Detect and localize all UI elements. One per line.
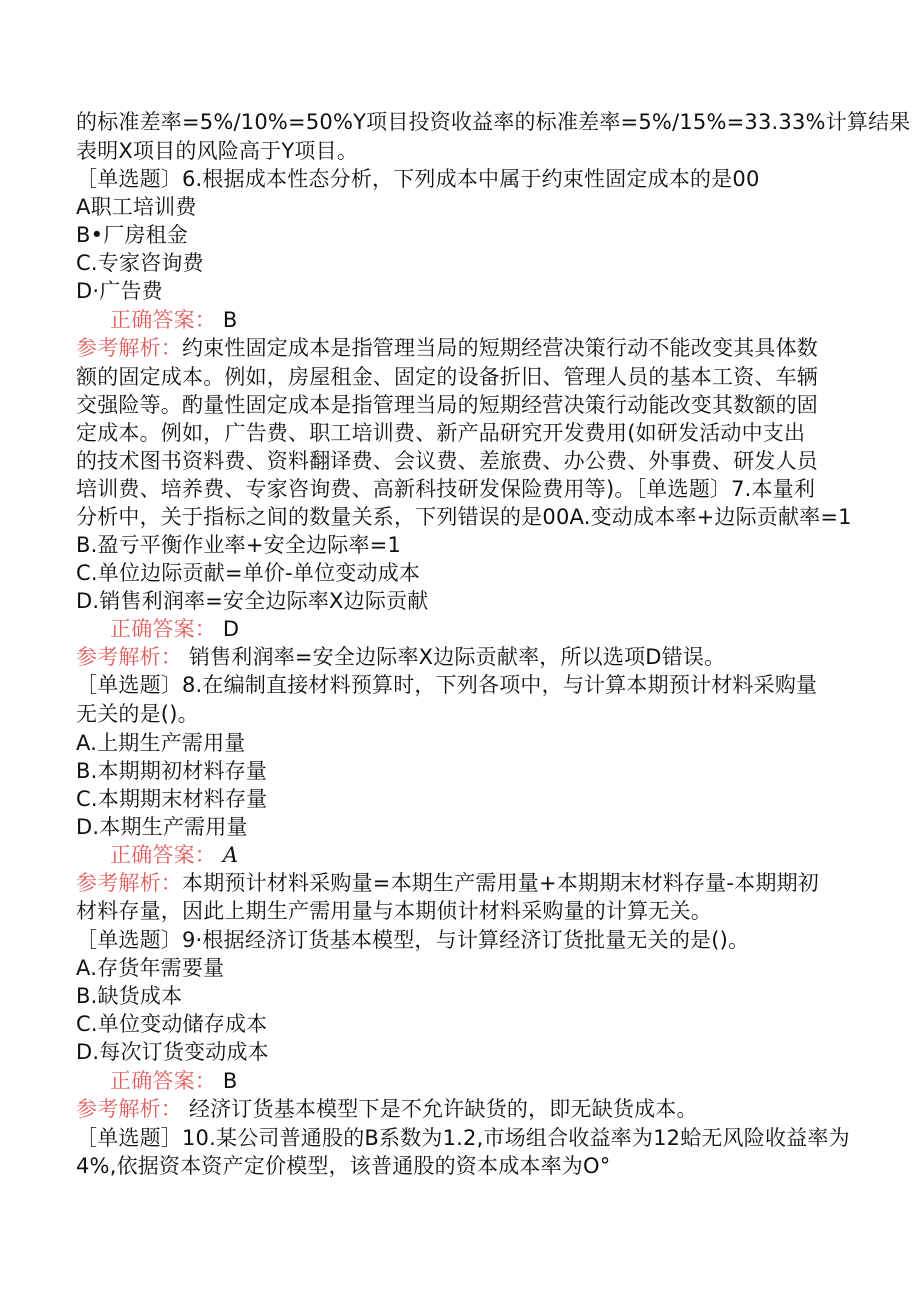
option-d: D.本期生产需用量 (76, 815, 248, 839)
answer-value: A (222, 843, 239, 867)
option-c: C.专家咨询费 (76, 251, 204, 275)
option-d: D.每次订货变动成本 (76, 1040, 269, 1064)
option-a: A职工培训费 (76, 195, 197, 219)
option-d: D.销售利润率=安全边际率X边际贡献 (76, 589, 429, 613)
option-c: C.本期期末材料存量 (76, 787, 268, 811)
explanation-label: 参考解析： (76, 1097, 182, 1121)
text-line: 定成本。例如，广告费、职工培训费、新产品研究开发费用(如研发活动中支出 (76, 421, 806, 445)
explanation-line (76, 1095, 698, 1123)
option-c: C.单位变动储存成本 (76, 1012, 268, 1036)
answer-value: B (222, 308, 238, 332)
option-c: C.单位边际贡献=单价-单位变动成本 (76, 561, 421, 585)
explanation-text: 销售利润率=安全边际率X边际贡献率，所以选项D错误。 (188, 645, 726, 669)
option-a: A.存货年需要量 (76, 956, 225, 980)
option-b: B.缺货成本 (76, 984, 183, 1008)
answer-line (110, 615, 239, 643)
explanation-line (76, 334, 818, 362)
text-line: 材料存量，因此上期生产需用量与本期侦计材料采购量的计算无关。 (76, 899, 712, 923)
answer-value: B (222, 1069, 238, 1093)
explanation-label: 参考解析： (76, 871, 182, 895)
option-d: D·广告费 (76, 279, 163, 303)
text-line: 的标准差率=5%/10%=50%Y项目投资收益率的标准差率=5%/15%=33.33%计算结果 (76, 110, 911, 134)
answer-label: 正确答案： (110, 308, 216, 332)
answer-value: D (222, 617, 240, 641)
option-b: B.盈亏平衡作业率+安全边际率=1 (76, 533, 402, 557)
text-line: 额的固定成本。例如，房屋租金、固定的设备折旧、管理人员的基本工资、车辆 (76, 365, 818, 389)
question-6-stem: ［单选题〕6.根据成本性态分析，下列成本中属于约束性固定成本的是00 (76, 167, 760, 191)
answer-label: 正确答案： (110, 617, 216, 641)
explanation-label: 参考解析： (76, 336, 182, 360)
answer-line (110, 841, 238, 869)
text-line: 培训费、培养费、专家咨询费、高新科技研发保险费用等)。［单选题〕7.本量利 (76, 477, 816, 501)
question-10-stem: ［单选题］10.某公司普通股的B系数为1.2,市场组合收益率为12蛤无风险收益率为 (76, 1126, 850, 1150)
answer-label: 正确答案： (110, 1069, 216, 1093)
question-9-stem: ［单选题〕9·根据经济订货基本模型，与计算经济订货批量无关的是()。 (76, 928, 750, 952)
text-line: 表明X项目的风险高于Y项目。 (76, 139, 359, 163)
explanation-line (76, 869, 819, 897)
explanation-text: 约束性固定成本是指管理当局的短期经营决策行动不能改变其具体数 (182, 336, 818, 360)
answer-line (110, 1067, 238, 1095)
text-line: 的技术图书资料费、资料翻译费、会议费、差旅费、办公费、外事费、研发人员 (76, 449, 818, 473)
text-line: 交强险等。酌量性固定成本是指管理当局的短期经营决策行动能改变其数额的固 (76, 393, 818, 417)
option-a: A.上期生产需用量 (76, 731, 246, 755)
question-8-stem: ［单选题〕8.在编制直接材料预算时，下列各项中，与计算本期预计材料采购量 (76, 673, 818, 697)
option-b: B.本期期初材料存量 (76, 759, 268, 783)
text-line: 无关的是()。 (76, 702, 199, 726)
explanation-text: 经济订货基本模型下是不允许缺货的，即无缺货成本。 (188, 1097, 698, 1121)
explanation-line (76, 643, 725, 671)
answer-line (110, 306, 238, 334)
explanation-label: 参考解析： (76, 645, 182, 669)
answer-label: 正确答案： (110, 843, 216, 867)
text-line: 4%,依据资本资产定价模型，该普通股的资本成本率为O° (76, 1154, 611, 1178)
explanation-text: 本期预计材料采购量=本期生产需用量+本期期末材料存量-本期期初 (182, 871, 819, 895)
question-7-stem: 分析中，关于指标之间的数量关系，下列错误的是00A.变动成本率+边际贡献率=1 (76, 505, 852, 529)
option-b: B•厂房租金 (76, 223, 188, 247)
